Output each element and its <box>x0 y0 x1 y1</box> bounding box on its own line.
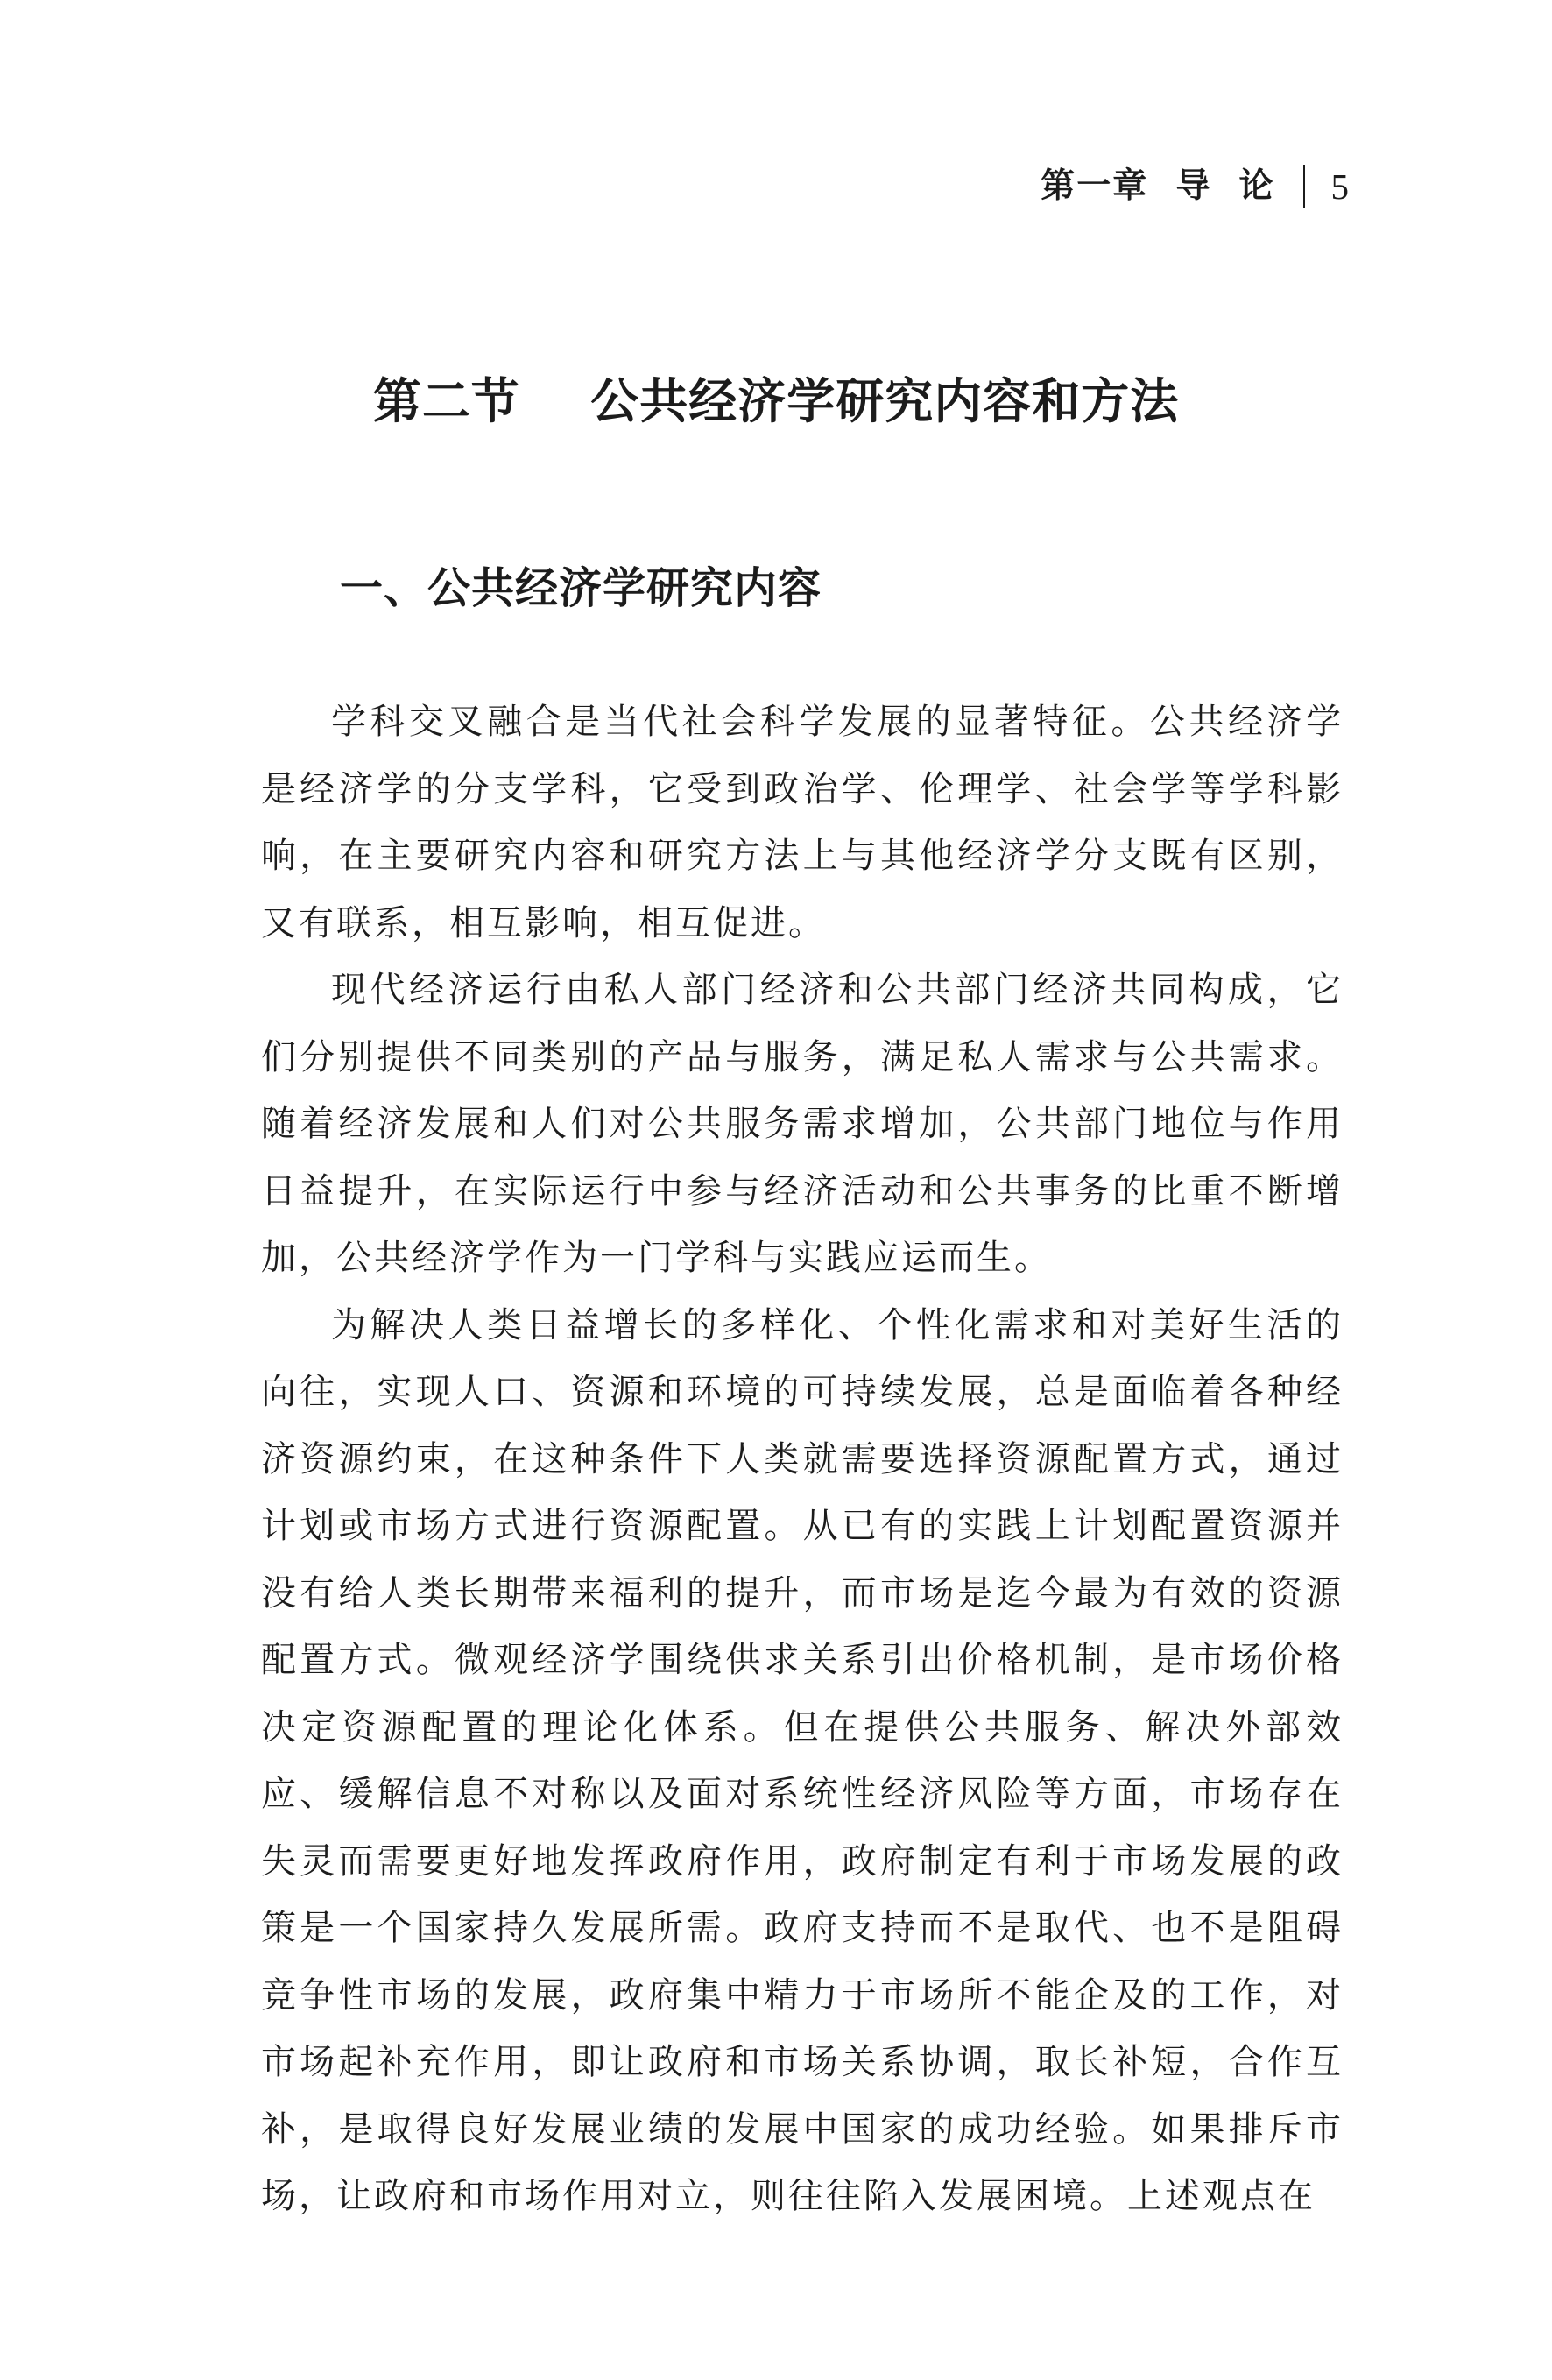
running-header <box>1041 156 1349 217</box>
paragraph: 现代经济运行由私人部门经济和公共部门经济共同构成，它们分别提供不同类别的产品与服务，满足私人需求与公共需求。随着经济发展和人们对公共服务需求增加，公共部门地位与作用日益提升，在实际运行中参与经济活动和公共事务的比重不断增加，公共经济学作为一门学科与实践应运而生。 <box>261 970 1344 1278</box>
subsection-title: 一、公共经济学研究内容 <box>340 563 822 613</box>
section-title: 第二节 公共经济学研究内容和方法 <box>372 373 1180 429</box>
chapter-title: 第一章 导 论 <box>1041 166 1275 206</box>
header-divider <box>1303 165 1305 208</box>
page-number: 5 <box>1330 166 1349 207</box>
paragraph: 为解决人类日益增长的多样化、个性化需求和对美好生活的向往，实现人口、资源和环境的可持续发展，总是面临着各种经济资源约束，在这种条件下人类就需要选择资源配置方式，通过计划或市场方式进行资源配置。从已有的实践上计划配置资源并没有给人类长期带来福利的提升，而市场是迄今最为有效的资源配置方式。微观经济学围绕供求关系引出价格机制，是市场价格决定资源配置的理论化体系。但在提供公共服务、解决外部效应、缓解信息不对称以及面对系统性经济风险等方面，市场存在失灵而需要更好地发挥政府作用，政府制定有利于市场发展的政策是一个国家持久发展所需。政府支持而不是取代、也不是阻碍竞争性市场的发展，政府集中精力于市场所不能企及的工作，对市场起补充作用，即让政府和市场关系协调，取长补短，合作互补，是取得良好发展业绩的发展中国家的成功经验。如果排斥市场，让政府和市场作用对立，则往往陷入发展困境。上述观点在 <box>261 1304 1344 2216</box>
paragraph: 学科交叉融合是当代社会科学发展的显著特征。公共经济学是经济学的分支学科，它受到政治学、伦理学、社会学等学科影响，在主要研究内容和研究方法上与其他经济学分支既有区别，又有联系，相互影响，相互促进。 <box>261 702 1344 943</box>
body-text <box>261 689 1344 2230</box>
